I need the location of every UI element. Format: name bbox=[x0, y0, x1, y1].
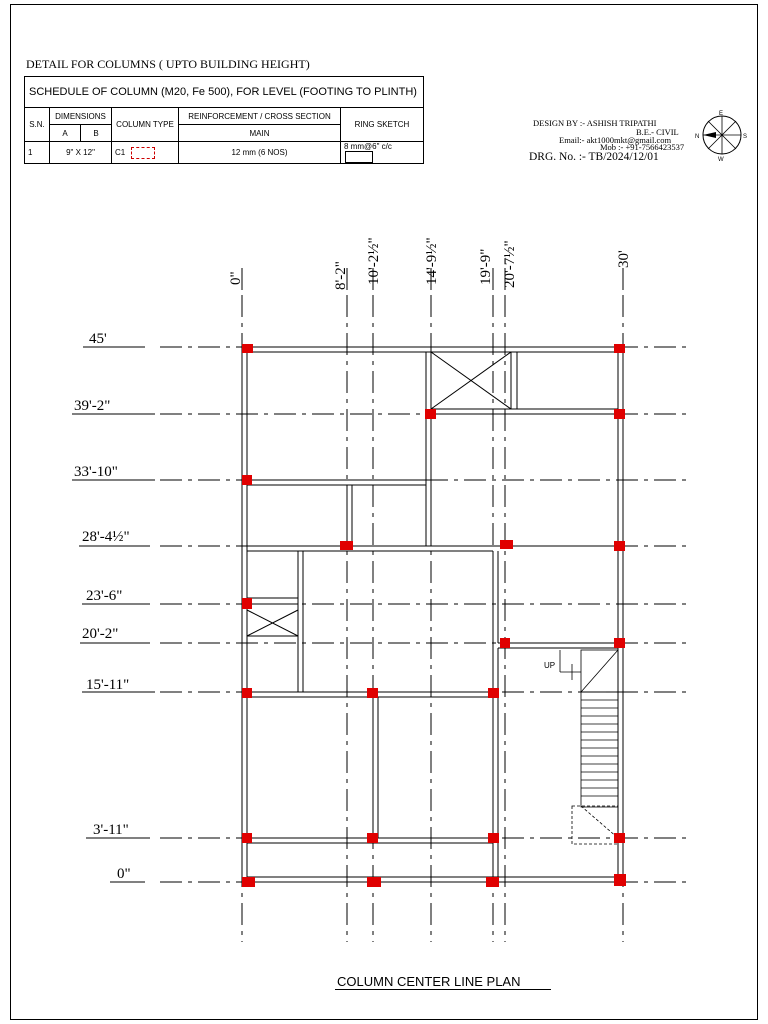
column bbox=[242, 598, 252, 609]
y-label: 45' bbox=[89, 331, 107, 347]
y-label: 3'-11" bbox=[93, 822, 129, 838]
mobile: Mob :- +91-7566423537 bbox=[600, 142, 685, 152]
column bbox=[367, 877, 381, 887]
openings bbox=[247, 352, 511, 636]
detail-title: DETAIL FOR COLUMNS ( UPTO BUILDING HEIGHT) bbox=[26, 57, 310, 71]
x-grid-labels bbox=[228, 237, 632, 290]
column bbox=[242, 344, 253, 353]
column bbox=[614, 409, 625, 419]
compass-icon bbox=[695, 111, 747, 163]
column bbox=[500, 638, 510, 648]
column bbox=[488, 833, 499, 843]
design-by: DESIGN BY :- ASHISH TRIPATHI bbox=[533, 118, 657, 128]
compass-e: E bbox=[719, 111, 724, 117]
x-label: 0" bbox=[228, 271, 244, 285]
column bbox=[242, 833, 252, 843]
column bbox=[367, 688, 378, 698]
column bbox=[425, 409, 436, 419]
header-b: B bbox=[81, 125, 112, 142]
schedule-title: SCHEDULE OF COLUMN (M20, Fe 500), FOR LEVEL (FOOTING TO PLINTH) bbox=[25, 77, 424, 108]
row-main: 12 mm (6 NOS) bbox=[179, 142, 341, 164]
column bbox=[242, 475, 252, 485]
vertical-center-lines bbox=[242, 295, 623, 942]
staircase bbox=[560, 650, 618, 844]
columns bbox=[242, 344, 626, 887]
y-label: 28'-4½" bbox=[82, 529, 130, 545]
column bbox=[500, 540, 513, 549]
y-label: 23'-6" bbox=[86, 588, 123, 604]
column bbox=[340, 541, 353, 550]
x-label: 14'-9½" bbox=[424, 237, 440, 285]
compass-s: S bbox=[743, 134, 748, 140]
column bbox=[614, 833, 625, 843]
x-label: 30' bbox=[616, 250, 632, 268]
row-type: C1 bbox=[115, 147, 126, 157]
y-label: 15'-11" bbox=[86, 677, 130, 693]
header-sn: S.N. bbox=[25, 108, 50, 142]
column bbox=[367, 833, 378, 843]
plan-title: COLUMN CENTER LINE PLAN bbox=[337, 974, 521, 989]
y-label: 39'-2" bbox=[74, 398, 111, 414]
y-label: 0" bbox=[117, 866, 131, 882]
compass-w: W bbox=[718, 157, 724, 163]
x-label: 8'-2" bbox=[333, 261, 349, 290]
x-label: 20'-7½" bbox=[502, 240, 518, 288]
header-main: MAIN bbox=[179, 125, 341, 142]
plan-title-underline bbox=[335, 989, 551, 990]
row-sn: 1 bbox=[25, 142, 50, 164]
header-reinforcement: REINFORCEMENT / CROSS SECTION bbox=[179, 108, 341, 125]
walls bbox=[242, 347, 623, 882]
y-label: 33'-10" bbox=[74, 464, 118, 480]
row-dims: 9" X 12" bbox=[50, 142, 112, 164]
email: Email:- akt1000mkt@gmail.com bbox=[559, 135, 672, 145]
column bbox=[614, 874, 626, 886]
header-column-type: COLUMN TYPE bbox=[112, 108, 179, 142]
column bbox=[614, 638, 625, 648]
column bbox=[614, 541, 625, 551]
x-label: 10'-2½" bbox=[366, 237, 382, 285]
horizontal-center-lines bbox=[160, 347, 686, 882]
header-a: A bbox=[50, 125, 81, 142]
drawing-number: DRG. No. :- TB/2024/12/01 bbox=[529, 151, 659, 163]
x-label: 19'-9" bbox=[478, 248, 494, 285]
column bbox=[614, 344, 625, 353]
column bbox=[486, 877, 499, 887]
row-ring: 8 mm@6" c/c bbox=[344, 142, 392, 151]
qualification: B.E.- CIVIL bbox=[636, 127, 679, 137]
compass-n: N bbox=[695, 134, 700, 140]
column bbox=[488, 688, 499, 698]
stair-up-label: UP bbox=[544, 661, 556, 670]
header-ring-sketch: RING SKETCH bbox=[341, 108, 424, 142]
y-label: 20'-2" bbox=[82, 626, 119, 642]
column bbox=[242, 877, 255, 887]
column bbox=[242, 688, 252, 698]
header-dimensions: DIMENSIONS bbox=[50, 108, 112, 125]
